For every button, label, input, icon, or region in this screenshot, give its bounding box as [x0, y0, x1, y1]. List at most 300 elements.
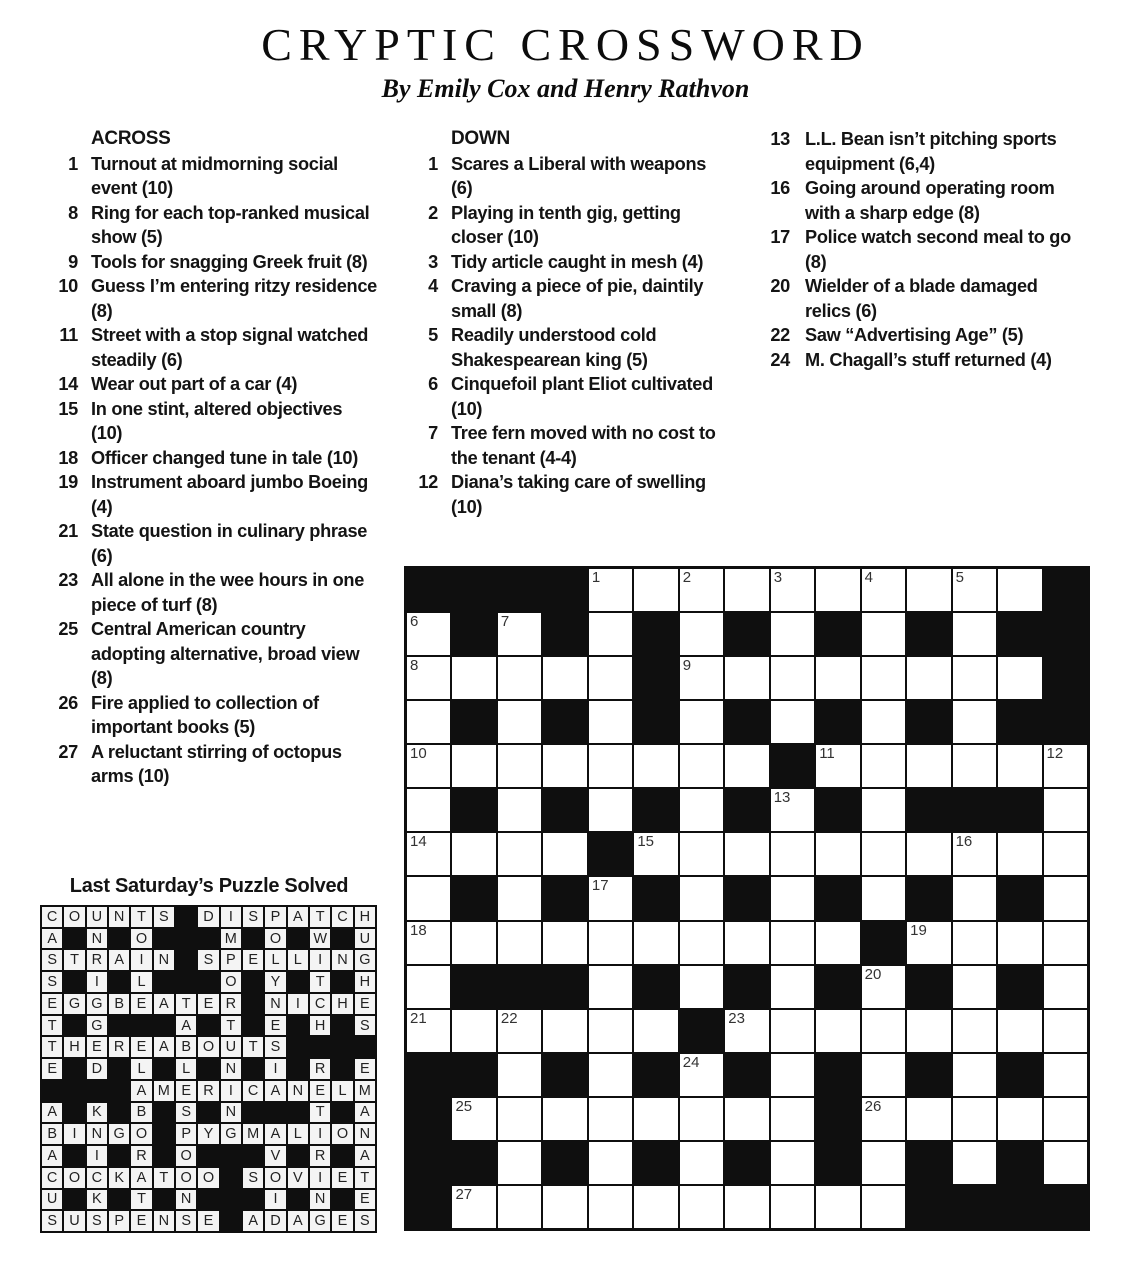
grid-cell-black [634, 789, 677, 831]
cell-number: 26 [864, 1097, 882, 1115]
solved-cell-black [288, 929, 308, 949]
grid-cell[interactable] [498, 922, 541, 964]
grid-cell[interactable] [498, 877, 541, 919]
grid-cell[interactable] [407, 1010, 450, 1052]
grid-cell[interactable] [953, 657, 996, 699]
solved-cell: G [310, 1211, 330, 1231]
grid-cell[interactable] [634, 1186, 677, 1228]
grid-cell[interactable] [953, 745, 996, 787]
clue-across-19 [45, 470, 377, 519]
grid-cell-black [816, 701, 859, 743]
clue-text: M. Chagall’s stuff returned (4) [805, 349, 1052, 370]
grid-cell[interactable] [680, 922, 723, 964]
grid-cell[interactable] [998, 657, 1041, 699]
grid-cell[interactable] [771, 966, 814, 1008]
grid-cell[interactable] [498, 657, 541, 699]
solved-cell: G [109, 1124, 129, 1144]
grid-cell[interactable] [862, 1186, 905, 1228]
grid-cell[interactable] [634, 1098, 677, 1140]
solved-cell: K [87, 1103, 107, 1123]
grid-cell[interactable] [680, 1054, 723, 1096]
grid-cell[interactable] [862, 833, 905, 875]
solved-cell: A [154, 1037, 174, 1057]
clue-number: 3 [428, 251, 438, 272]
grid-cell-black [634, 966, 677, 1008]
grid-cell[interactable] [680, 833, 723, 875]
grid-cell[interactable] [998, 922, 1041, 964]
grid-cell[interactable] [589, 1010, 632, 1052]
grid-cell[interactable] [907, 569, 950, 611]
clue-down-17 [748, 225, 1088, 274]
grid-cell[interactable] [452, 1098, 495, 1140]
grid-cell[interactable] [589, 613, 632, 655]
solved-cell: N [154, 1211, 174, 1231]
solved-cell: N [288, 1081, 308, 1101]
solved-cell: O [176, 1146, 196, 1166]
grid-cell[interactable] [407, 833, 450, 875]
solved-cell: A [355, 1103, 375, 1123]
grid-cell[interactable] [1044, 922, 1087, 964]
grid-cell[interactable] [953, 1054, 996, 1096]
grid-cell[interactable] [634, 569, 677, 611]
grid-cell[interactable] [953, 1010, 996, 1052]
grid-cell-black [1044, 1186, 1087, 1228]
grid-cell[interactable] [771, 613, 814, 655]
grid-cell[interactable] [680, 1098, 723, 1140]
grid-cell[interactable] [498, 1098, 541, 1140]
solved-cell-black [109, 1081, 129, 1101]
grid-cell[interactable] [407, 657, 450, 699]
clue-text: Tidy article caught in mesh (4) [451, 251, 704, 272]
grid-cell[interactable] [1044, 877, 1087, 919]
grid-cell[interactable] [998, 569, 1041, 611]
solved-cell: M [154, 1081, 174, 1101]
grid-cell[interactable] [452, 1010, 495, 1052]
cell-number: 27 [455, 1185, 473, 1203]
grid-cell[interactable] [1044, 833, 1087, 875]
solved-cell: P [176, 1124, 196, 1144]
solved-cell: O [64, 1168, 84, 1188]
grid-cell[interactable] [907, 922, 950, 964]
solved-cell-black [154, 1103, 174, 1123]
grid-cell-black [543, 1142, 586, 1184]
grid-cell[interactable] [407, 966, 450, 1008]
solved-cell: H [64, 1037, 84, 1057]
solved-cell: B [131, 1103, 151, 1123]
solved-cell-black [198, 1190, 218, 1210]
grid-cell-black [953, 789, 996, 831]
grid-cell[interactable] [1044, 966, 1087, 1008]
grid-cell[interactable] [907, 1098, 950, 1140]
clue-down-22 [748, 323, 1088, 348]
grid-cell[interactable] [771, 833, 814, 875]
grid-cell[interactable] [589, 701, 632, 743]
grid-cell[interactable] [407, 922, 450, 964]
grid-cell-black [907, 1142, 950, 1184]
grid-cell[interactable] [1044, 1142, 1087, 1184]
grid-cell-black [680, 1010, 723, 1052]
solved-cell: T [176, 994, 196, 1014]
grid-cell[interactable] [771, 877, 814, 919]
grid-cell[interactable] [589, 745, 632, 787]
solved-cell: S [42, 950, 62, 970]
solved-cell-black [64, 1016, 84, 1036]
solved-cell: I [131, 950, 151, 970]
solved-cell: O [198, 1168, 218, 1188]
grid-cell[interactable] [407, 789, 450, 831]
grid-cell[interactable] [680, 1186, 723, 1228]
grid-cell[interactable] [452, 745, 495, 787]
grid-cell[interactable] [452, 833, 495, 875]
grid-cell-black [634, 613, 677, 655]
cell-number: 7 [500, 613, 510, 631]
grid-cell[interactable] [862, 569, 905, 611]
grid-cell[interactable] [953, 701, 996, 743]
clue-number: 21 [58, 521, 78, 541]
grid-cell[interactable] [589, 1054, 632, 1096]
solved-cell: A [109, 950, 129, 970]
solved-cell: M [355, 1081, 375, 1101]
grid-cell-black [634, 1142, 677, 1184]
grid-cell[interactable] [953, 922, 996, 964]
solved-cell: A [265, 1081, 285, 1101]
grid-cell-black [634, 1054, 677, 1096]
grid-cell[interactable] [543, 1010, 586, 1052]
solved-cell: A [42, 1146, 62, 1166]
grid-cell[interactable] [953, 877, 996, 919]
clue-down-20 [748, 274, 1088, 323]
grid-cell[interactable] [862, 1054, 905, 1096]
grid-cell[interactable] [771, 657, 814, 699]
solved-cell: A [288, 907, 308, 927]
grid-cell[interactable] [498, 613, 541, 655]
grid-cell[interactable] [725, 922, 768, 964]
grid-cell[interactable] [953, 1098, 996, 1140]
grid-cell[interactable] [680, 613, 723, 655]
grid-cell[interactable] [634, 833, 677, 875]
solved-cell: C [42, 1168, 62, 1188]
grid-cell[interactable] [771, 569, 814, 611]
solved-cell-black [265, 1103, 285, 1123]
grid-cell-black [498, 569, 541, 611]
grid-cell-black [452, 789, 495, 831]
grid-cell[interactable] [1044, 789, 1087, 831]
grid-cell[interactable] [862, 657, 905, 699]
grid-cell[interactable] [680, 789, 723, 831]
grid-cell[interactable] [998, 1098, 1041, 1140]
solved-cell: O [265, 929, 285, 949]
grid-cell[interactable] [498, 701, 541, 743]
solved-cell-black [332, 1190, 352, 1210]
grid-cell[interactable] [998, 833, 1041, 875]
clue-text: Guess I’m entering ritzy residence (8) [91, 276, 377, 321]
grid-cell[interactable] [725, 657, 768, 699]
solved-cell: O [265, 1168, 285, 1188]
clue-down-1 [405, 152, 723, 201]
solved-cell: B [176, 1037, 196, 1057]
solved-cell: L [288, 950, 308, 970]
grid-cell[interactable] [543, 657, 586, 699]
grid-cell[interactable] [1044, 745, 1087, 787]
grid-cell-black [907, 701, 950, 743]
grid-cell[interactable] [862, 966, 905, 1008]
grid-cell[interactable] [452, 922, 495, 964]
grid-cell-black [725, 877, 768, 919]
grid-cell[interactable] [998, 745, 1041, 787]
grid-cell[interactable] [998, 1010, 1041, 1052]
solved-cell: E [131, 994, 151, 1014]
grid-cell[interactable] [771, 1010, 814, 1052]
grid-cell[interactable] [725, 745, 768, 787]
grid-cell-black [543, 1054, 586, 1096]
cell-number: 24 [682, 1053, 700, 1071]
cell-number: 3 [773, 569, 783, 586]
solved-cell: T [243, 1037, 263, 1057]
solved-cell: T [131, 907, 151, 927]
cell-number: 10 [410, 745, 427, 763]
grid-cell[interactable] [543, 1186, 586, 1228]
solved-cell: N [109, 907, 129, 927]
grid-cell[interactable] [816, 745, 859, 787]
solved-cell: N [332, 950, 352, 970]
solved-cell-black [131, 1016, 151, 1036]
grid-cell-black [998, 1054, 1041, 1096]
grid-cell[interactable] [953, 613, 996, 655]
solved-cell: E [131, 1037, 151, 1057]
grid-cell[interactable] [589, 1142, 632, 1184]
clue-across-23 [45, 568, 377, 617]
cell-number: 2 [682, 569, 692, 586]
grid-cell-black [452, 1142, 495, 1184]
solved-cell: V [288, 1168, 308, 1188]
grid-cell-black [998, 1142, 1041, 1184]
grid-cell[interactable] [907, 833, 950, 875]
solved-cell: T [154, 1168, 174, 1188]
grid-cell[interactable] [589, 922, 632, 964]
solved-cell: V [265, 1146, 285, 1166]
grid-cell-black [907, 877, 950, 919]
grid-cell[interactable] [771, 1186, 814, 1228]
clue-text: A reluctant stirring of octopus arms (10) [91, 741, 342, 786]
solved-cell-black [109, 1190, 129, 1210]
grid-cell-black [907, 1054, 950, 1096]
grid-cell[interactable] [589, 789, 632, 831]
solved-cell: S [87, 1211, 107, 1231]
clue-text: Instrument aboard jumbo Boeing (4) [91, 472, 368, 517]
grid-cell[interactable] [1044, 1010, 1087, 1052]
solved-cell-black [64, 1190, 84, 1210]
grid-cell-black [907, 613, 950, 655]
grid-cell[interactable] [771, 922, 814, 964]
grid-cell-black [725, 701, 768, 743]
solved-cell-black [176, 972, 196, 992]
grid-cell-black [725, 1054, 768, 1096]
grid-cell[interactable] [498, 833, 541, 875]
solved-cell: N [355, 1124, 375, 1144]
clue-number: 9 [68, 251, 78, 272]
grid-cell[interactable] [953, 1142, 996, 1184]
grid-cell[interactable] [680, 569, 723, 611]
grid-cell[interactable] [771, 1142, 814, 1184]
grid-cell[interactable] [953, 966, 996, 1008]
clue-across-25 [45, 617, 377, 691]
grid-cell[interactable] [498, 1186, 541, 1228]
grid-cell[interactable] [498, 1010, 541, 1052]
clue-down-5 [405, 323, 723, 372]
clue-down-13 [748, 127, 1088, 176]
clue-text: Saw “Advertising Age” (5) [805, 325, 1024, 345]
solved-cell-black [332, 1059, 352, 1079]
grid-cell[interactable] [953, 833, 996, 875]
grid-cell[interactable] [907, 657, 950, 699]
grid-cell[interactable] [862, 1098, 905, 1140]
grid-cell[interactable] [862, 1142, 905, 1184]
grid-cell-black [543, 613, 586, 655]
grid-cell[interactable] [862, 1010, 905, 1052]
grid-cell-black [953, 1186, 996, 1228]
solved-cell-black [332, 929, 352, 949]
grid-cell[interactable] [862, 789, 905, 831]
solved-cell-black [221, 1146, 241, 1166]
solved-cell-black [198, 1146, 218, 1166]
grid-cell[interactable] [680, 966, 723, 1008]
grid-cell[interactable] [680, 1142, 723, 1184]
grid-cell[interactable] [771, 701, 814, 743]
cell-number: 21 [410, 1009, 427, 1027]
grid-cell-black [771, 745, 814, 787]
solved-cell: A [42, 1103, 62, 1123]
solved-cell: N [221, 1059, 241, 1079]
grid-cell-black [907, 789, 950, 831]
solved-cell: S [243, 1168, 263, 1188]
solved-cell: A [265, 1124, 285, 1144]
grid-cell[interactable] [498, 789, 541, 831]
grid-cell[interactable] [407, 701, 450, 743]
grid-cell[interactable] [543, 1098, 586, 1140]
clue-down-4 [405, 274, 723, 323]
grid-cell[interactable] [862, 613, 905, 655]
grid-cell[interactable] [816, 657, 859, 699]
grid-cell[interactable] [543, 922, 586, 964]
grid-cell[interactable] [452, 657, 495, 699]
grid-cell[interactable] [953, 569, 996, 611]
grid-cell[interactable] [862, 877, 905, 919]
grid-cell[interactable] [771, 789, 814, 831]
grid-cell[interactable] [680, 701, 723, 743]
solved-cell: M [221, 929, 241, 949]
grid-cell[interactable] [680, 657, 723, 699]
grid-cell[interactable] [634, 922, 677, 964]
solved-cell: R [221, 994, 241, 1014]
clue-number: 11 [59, 325, 78, 345]
grid-cell[interactable] [816, 833, 859, 875]
solved-cell: E [310, 1081, 330, 1101]
grid-cell[interactable] [634, 745, 677, 787]
solved-cell-black [87, 1081, 107, 1101]
clue-text: Fire applied to collection of important books (5) [91, 692, 319, 737]
solved-cell: E [131, 1211, 151, 1231]
grid-cell[interactable] [589, 1186, 632, 1228]
grid-cell[interactable] [589, 1098, 632, 1140]
solved-cell-black [243, 994, 263, 1014]
grid-cell[interactable] [452, 1186, 495, 1228]
grid-cell[interactable] [771, 1054, 814, 1096]
solved-puzzle-caption: Last Saturday’s Puzzle Solved [69, 875, 349, 897]
grid-cell[interactable] [862, 745, 905, 787]
grid-cell-black [1044, 657, 1087, 699]
grid-cell[interactable] [1044, 1054, 1087, 1096]
clue-down-2 [405, 201, 723, 250]
solved-cell: L [131, 1059, 151, 1079]
solved-cell: S [176, 1103, 196, 1123]
grid-cell[interactable] [543, 833, 586, 875]
grid-cell[interactable] [725, 1186, 768, 1228]
grid-cell[interactable] [634, 1010, 677, 1052]
grid-cell[interactable] [589, 569, 632, 611]
cell-number: 15 [637, 833, 655, 851]
clue-text: All alone in the wee hours in one piece of turf (8) [91, 570, 365, 615]
grid-cell[interactable] [907, 1010, 950, 1052]
grid-cell[interactable] [680, 877, 723, 919]
grid-cell[interactable] [680, 745, 723, 787]
crossword-grid[interactable] [404, 566, 1090, 1231]
grid-cell[interactable] [816, 569, 859, 611]
grid-cell-black [998, 877, 1041, 919]
grid-cell[interactable] [771, 1098, 814, 1140]
solved-cell: I [221, 1081, 241, 1101]
grid-cell[interactable] [589, 877, 632, 919]
grid-cell[interactable] [725, 1098, 768, 1140]
grid-cell-black [407, 569, 450, 611]
clue-number: 18 [58, 447, 78, 468]
grid-cell[interactable] [725, 833, 768, 875]
solved-cell-black [332, 1103, 352, 1123]
solved-cell-black [198, 1059, 218, 1079]
solved-cell: S [154, 907, 174, 927]
solved-cell-black [243, 1016, 263, 1036]
solved-cell: E [42, 1059, 62, 1079]
grid-cell[interactable] [1044, 1098, 1087, 1140]
grid-cell[interactable] [816, 922, 859, 964]
solved-cell-black [154, 972, 174, 992]
grid-cell[interactable] [816, 1010, 859, 1052]
grid-cell[interactable] [725, 1010, 768, 1052]
solved-cell: N [310, 1190, 330, 1210]
grid-cell[interactable] [816, 1186, 859, 1228]
grid-cell[interactable] [407, 745, 450, 787]
solved-cell: R [109, 1037, 129, 1057]
grid-cell[interactable] [589, 966, 632, 1008]
solved-cell: N [221, 1103, 241, 1123]
clue-number: 5 [428, 325, 438, 345]
grid-cell[interactable] [498, 1142, 541, 1184]
cell-number: 25 [455, 1097, 473, 1115]
solved-cell-black [332, 972, 352, 992]
grid-cell[interactable] [498, 1054, 541, 1096]
grid-cell[interactable] [407, 613, 450, 655]
clue-number: 24 [770, 349, 790, 370]
grid-cell[interactable] [543, 745, 586, 787]
grid-cell[interactable] [725, 569, 768, 611]
grid-cell[interactable] [589, 657, 632, 699]
grid-cell[interactable] [907, 745, 950, 787]
solved-cell: C [42, 907, 62, 927]
grid-cell[interactable] [862, 701, 905, 743]
solved-cell-black [64, 929, 84, 949]
grid-cell[interactable] [498, 745, 541, 787]
solved-cell: K [87, 1190, 107, 1210]
grid-cell[interactable] [407, 877, 450, 919]
